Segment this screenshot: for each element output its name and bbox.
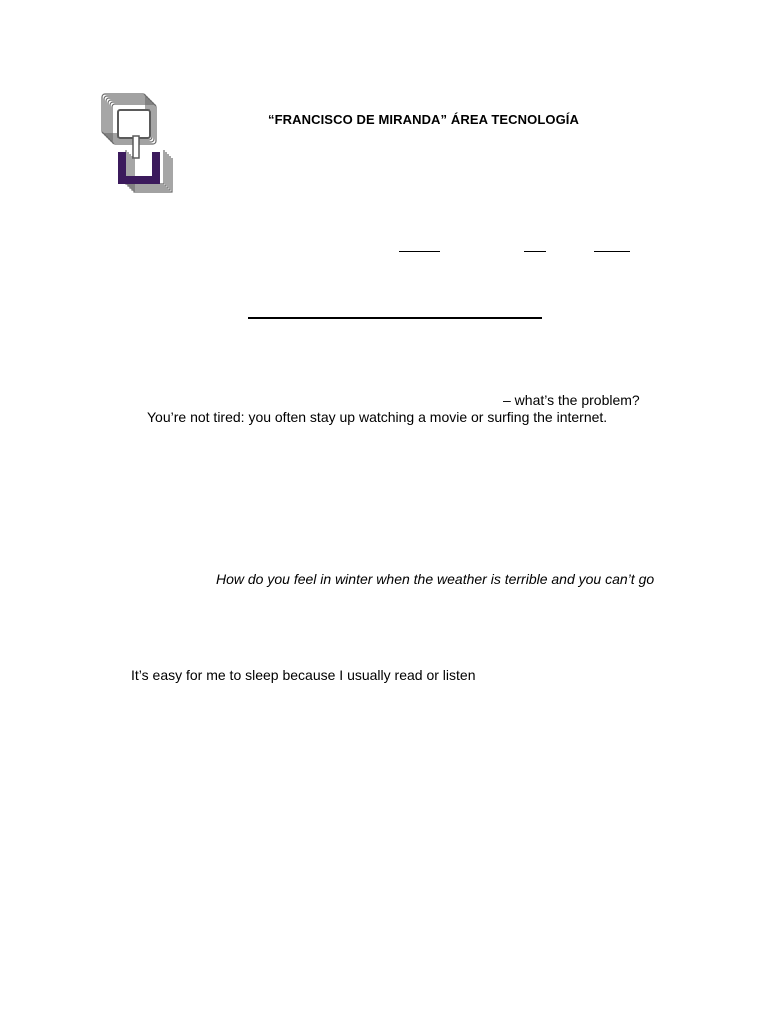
fill-in-blank-3 — [594, 251, 630, 252]
title-underline — [248, 317, 542, 319]
sleep-sentence: It’s easy for me to sleep because I usually read or listen — [131, 667, 476, 683]
winter-question: How do you feel in winter when the weather is terrible and you can’t go — [216, 571, 655, 587]
fill-in-blank-1 — [399, 251, 440, 252]
problem-question: – what’s the problem? — [503, 392, 640, 408]
school-logo-icon — [100, 92, 174, 200]
fill-in-blank-2 — [524, 251, 546, 252]
tired-sentence: You’re not tired: you often stay up watching a movie or surfing the internet. — [147, 409, 608, 425]
page-header-title: “FRANCISCO DE MIRANDA” ÁREA TECNOLOGÍA — [268, 112, 579, 127]
